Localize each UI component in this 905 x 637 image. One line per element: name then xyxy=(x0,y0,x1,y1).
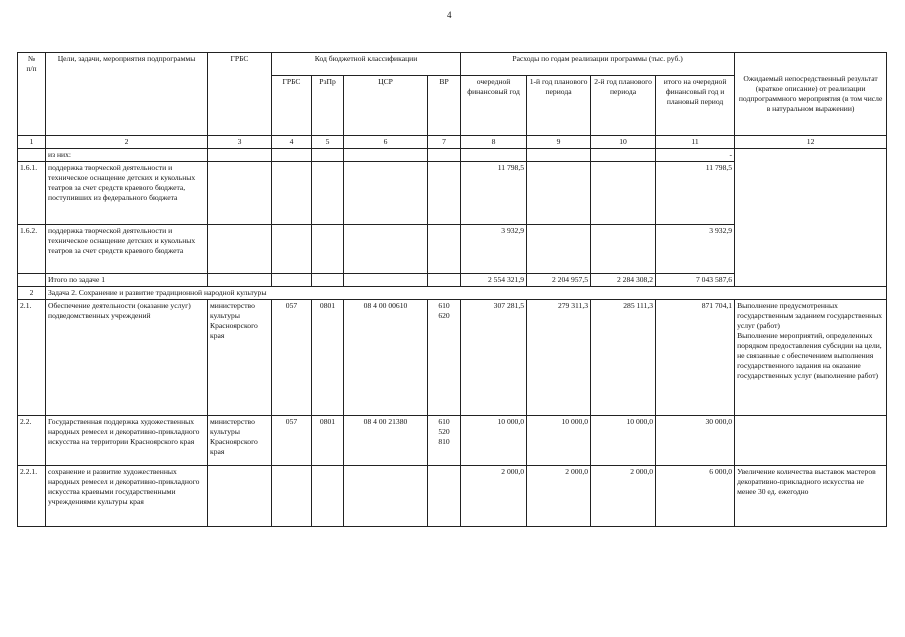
row-name: сохранение и развитие художественных народных ремесел и декоративно-прикладного искусства краевыми государственными учреждениями культуры края xyxy=(46,466,208,527)
column-number: 4 xyxy=(272,136,312,149)
row-name: поддержка творческой деятельности и техническое оснащение детских и кукольных театров за счет средств краевого бюджета, поступивших из федерального бюджета xyxy=(46,162,208,225)
grbs-code: 057 xyxy=(272,300,312,416)
header-grbs: ГРБС xyxy=(208,53,272,136)
table-row xyxy=(18,466,887,527)
vr-code: 610 620 xyxy=(428,300,461,416)
row-name: Обеспечение деятельности (оказание услуг) подведомственных учреждений xyxy=(46,300,208,416)
value-next-year: 2 554 321,9 xyxy=(461,274,527,287)
task-title: Задача 2. Сохранение и развитие традиционной народной культуры xyxy=(46,287,887,300)
value-total: 871 704,1 xyxy=(656,300,735,416)
rzpr-code: 0801 xyxy=(312,416,344,466)
csr-code: 08 4 00 21380 xyxy=(344,416,428,466)
csr-code: 08 4 00 00610 xyxy=(344,300,428,416)
row-number: 1.6.1. xyxy=(18,162,46,225)
header-no: № п/п xyxy=(18,53,46,136)
expected-result: Выполнение предусмотренных государственным заданием государственных услуг (работ) Выполнение мероприятий, определенных порядком предоставления субсидии на цели, не связанные с обеспечением выполнения государственного задания на оказание государственных услуг (выполнение работ) xyxy=(735,300,887,416)
column-number: 1 xyxy=(18,136,46,149)
table-row xyxy=(18,416,887,466)
grbs-code: 057 xyxy=(272,416,312,466)
header-sub-csr: ЦСР xyxy=(344,76,428,136)
value-total: 30 000,0 xyxy=(656,416,735,466)
value-year1: 279 311,3 xyxy=(527,300,591,416)
header-sub-year2: 2-й год планового периода xyxy=(591,76,656,136)
value-next-year: 10 000,0 xyxy=(461,416,527,466)
table-row xyxy=(18,149,887,162)
value-year1: 2 204 957,5 xyxy=(527,274,591,287)
header-kbk: Код бюджетной классификации xyxy=(272,53,461,76)
column-number: 10 xyxy=(591,136,656,149)
row-number: 2 xyxy=(18,287,46,300)
column-number: 6 xyxy=(344,136,428,149)
row-total: - xyxy=(656,149,735,162)
table-row-task xyxy=(18,287,887,300)
value-next-year: 2 000,0 xyxy=(461,466,527,527)
value-total: 7 043 587,6 xyxy=(656,274,735,287)
value-total: 3 932,9 xyxy=(656,225,735,274)
column-number: 11 xyxy=(656,136,735,149)
value-year2: 285 111,3 xyxy=(591,300,656,416)
header-row-1 xyxy=(18,53,887,76)
header-sub-year1: 1-й год планового периода xyxy=(527,76,591,136)
value-year2: 2 000,0 xyxy=(591,466,656,527)
column-number: 8 xyxy=(461,136,527,149)
header-sub-next: очередной финансовый год xyxy=(461,76,527,136)
value-total: 11 798,5 xyxy=(656,162,735,225)
column-number: 9 xyxy=(527,136,591,149)
header-sub-rzpr: РзПр xyxy=(312,76,344,136)
expected-result: Увеличение количества выставок мастеров декоративно-прикладного искусства не менее 30 ед. ежегодно xyxy=(735,466,887,527)
value-next-year: 3 932,9 xyxy=(461,225,527,274)
vr-code: 610 520 810 xyxy=(428,416,461,466)
value-year2: 10 000,0 xyxy=(591,416,656,466)
header-sub-total: итого на очередной финансовый год и плановый период xyxy=(656,76,735,136)
page-number: 4 xyxy=(447,10,452,20)
grbs-name: министерство культуры Красноярского края xyxy=(208,300,272,416)
row-number: 1.6.2. xyxy=(18,225,46,274)
column-number: 3 xyxy=(208,136,272,149)
column-number: 12 xyxy=(735,136,887,149)
row-label: из них: xyxy=(46,149,208,162)
column-number: 5 xyxy=(312,136,344,149)
column-number: 2 xyxy=(46,136,208,149)
value-total: 6 000,0 xyxy=(656,466,735,527)
column-numbers-row xyxy=(18,136,887,149)
header-sub-vr: ВР xyxy=(428,76,461,136)
column-number: 7 xyxy=(428,136,461,149)
value-next-year: 307 281,5 xyxy=(461,300,527,416)
value-year1: 2 000,0 xyxy=(527,466,591,527)
value-year2: 2 284 308,2 xyxy=(591,274,656,287)
row-number: 2.1. xyxy=(18,300,46,416)
rzpr-code: 0801 xyxy=(312,300,344,416)
value-year1: 10 000,0 xyxy=(527,416,591,466)
header-sub-grbs: ГРБС xyxy=(272,76,312,136)
row-number: 2.2.1. xyxy=(18,466,46,527)
header-goals: Цели, задачи, мероприятия подпрограммы xyxy=(46,53,208,136)
header-result: Ожидаемый непосредственный результат (краткое описание) от реализации подпрограммного мероприятия (в том числе в натуральном выражении) xyxy=(735,53,887,136)
row-name: поддержка творческой деятельности и техническое оснащение детских и кукольных театров за счет средств краевого бюджета xyxy=(46,225,208,274)
row-name: Итого по задаче 1 xyxy=(46,274,208,287)
row-number: 2.2. xyxy=(18,416,46,466)
grbs-name: министерство культуры Красноярского края xyxy=(208,416,272,466)
budget-table xyxy=(17,52,887,527)
row-name: Государственная поддержка художественных народных ремесел и декоративно-прикладного искусства на территории Красноярского края xyxy=(46,416,208,466)
value-next-year: 11 798,5 xyxy=(461,162,527,225)
table-row xyxy=(18,300,887,416)
header-expenses: Расходы по годам реализации программы (тыс. руб.) xyxy=(461,53,735,76)
